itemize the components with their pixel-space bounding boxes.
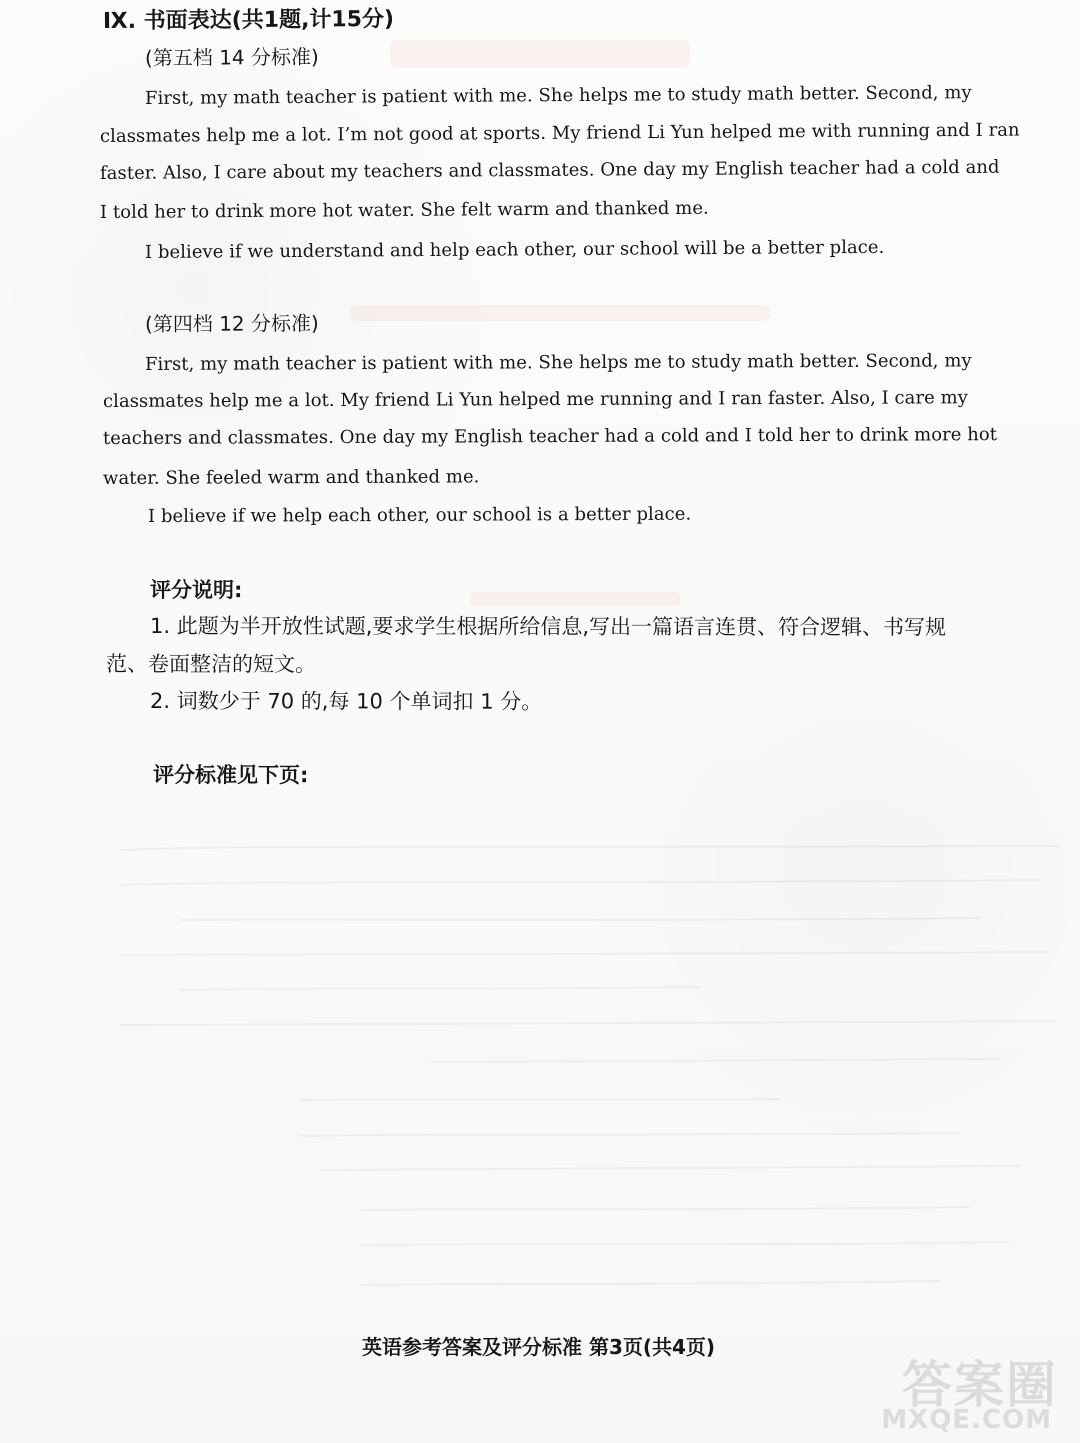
watermark-url: MXQE.COM: [881, 1405, 1052, 1435]
section-title: Ⅸ. 书面表达(共1题,计15分): [102, 6, 395, 34]
scoring-title: 评分说明:: [149, 578, 243, 603]
level5-line-1: First, my math teacher is patient with me. She helps me to study math better. Second, my: [144, 82, 972, 109]
level4-line-1: First, my math teacher is patient with me. She helps me to study math better. Second, my: [144, 350, 972, 375]
level4-title: (第四档 12 分标准): [144, 311, 319, 336]
level4-line-4: water. She feeled warm and thanked me.: [102, 466, 480, 489]
level5-line-2: classmates help me a lot. I’m not good at sports. My friend Li Yun helped me with running and I ran: [99, 119, 1020, 147]
level5-title: (第五档 14 分标准): [144, 44, 319, 70]
scoring-item-1-continued: 范、卷面整洁的短文。: [105, 652, 317, 677]
site-watermark: [868, 1345, 1058, 1435]
level5-line-4: I told her to drink more hot water. She felt warm and thanked me.: [99, 197, 709, 223]
next-page-note: 评分标准见下页:: [152, 763, 309, 788]
level4-line-2: classmates help me a lot. My friend Li Yun helped me running and I ran faster. Also, I care my: [102, 387, 968, 412]
watermark-brand: 答案圈: [902, 1356, 1058, 1414]
level5-line-3: faster. Also, I care about my teachers and classmates. One day my English teacher had a cold and: [99, 156, 1000, 184]
page-footer: 英语参考答案及评分标准 第3页(共4页): [362, 1335, 716, 1359]
scoring-item-1: 1. 此题为半开放性试题,要求学生根据所给信息,写出一篇语言连贯、符合逻辑、书写规: [149, 614, 947, 640]
level4-line-3: teachers and classmates. One day my English teacher had a cold and I told her to drink more hot: [102, 424, 998, 449]
scoring-item-2: 2. 词数少于 70 的,每 10 个单词扣 1 分。: [149, 689, 543, 714]
level4-conclusion: I believe if we help each other, our school is a better place.: [147, 503, 692, 527]
level5-conclusion: I believe if we understand and help each other, our school will be a better place.: [144, 236, 885, 263]
